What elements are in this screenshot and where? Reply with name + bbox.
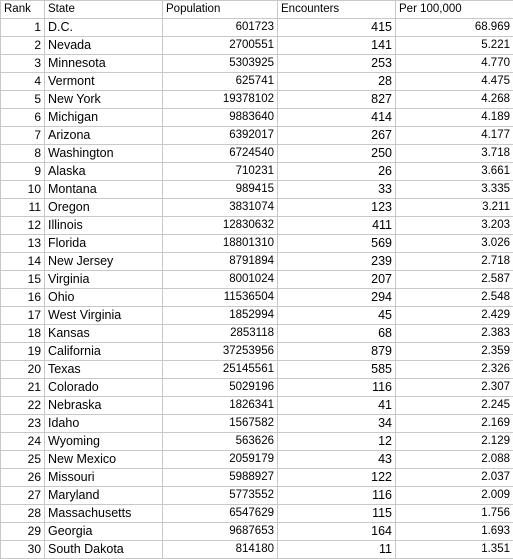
cell-per-100000[interactable]: 2.359 [396,343,513,361]
table-row [1,541,513,559]
table-row [1,109,513,127]
cell-state[interactable]: Colorado [45,379,163,397]
header-rank[interactable]: Rank [1,1,45,19]
cell-encounters[interactable]: 11 [278,541,396,559]
cell-rank[interactable]: 10 [1,181,45,199]
cell-per-100000[interactable]: 4.770 [396,55,513,73]
cell-encounters[interactable]: 116 [278,379,396,397]
table-row [1,235,513,253]
cell-population[interactable]: 8791894 [163,253,278,271]
cell-state[interactable]: Georgia [45,523,163,541]
table-row [1,217,513,235]
cell-state[interactable]: Kansas [45,325,163,343]
cell-per-100000[interactable]: 1.351 [396,541,513,559]
cell-encounters[interactable]: 28 [278,73,396,91]
cell-per-100000[interactable]: 2.037 [396,469,513,487]
table-row [1,289,513,307]
cell-per-100000[interactable]: 2.587 [396,271,513,289]
cell-encounters[interactable]: 294 [278,289,396,307]
cell-population[interactable]: 6547629 [163,505,278,523]
table-row [1,433,513,451]
cell-population[interactable]: 2853118 [163,325,278,343]
cell-rank[interactable]: 19 [1,343,45,361]
cell-population[interactable]: 37253956 [163,343,278,361]
cell-population[interactable]: 5773552 [163,487,278,505]
header-population[interactable]: Population [163,1,278,19]
cell-per-100000[interactable]: 2.718 [396,253,513,271]
cell-per-100000[interactable]: 3.718 [396,145,513,163]
cell-per-100000[interactable]: 2.169 [396,415,513,433]
cell-encounters[interactable]: 26 [278,163,396,181]
cell-per-100000[interactable]: 1.693 [396,523,513,541]
cell-per-100000[interactable]: 3.661 [396,163,513,181]
cell-state[interactable]: Michigan [45,109,163,127]
cell-state[interactable]: Minnesota [45,55,163,73]
table-row [1,271,513,289]
cell-rank[interactable]: 30 [1,541,45,559]
table-row [1,19,513,37]
table-row [1,73,513,91]
cell-rank[interactable]: 7 [1,127,45,145]
cell-population[interactable]: 6724540 [163,145,278,163]
cell-per-100000[interactable]: 68.969 [396,19,513,37]
table-row [1,253,513,271]
table-row [1,397,513,415]
cell-population[interactable]: 12830632 [163,217,278,235]
cell-population[interactable]: 19378102 [163,91,278,109]
cell-population[interactable]: 2700551 [163,37,278,55]
cell-per-100000[interactable]: 2.326 [396,361,513,379]
cell-state[interactable]: Alaska [45,163,163,181]
cell-state[interactable]: Nevada [45,37,163,55]
table-row [1,145,513,163]
cell-rank[interactable]: 22 [1,397,45,415]
cell-state[interactable]: Nebraska [45,397,163,415]
cell-rank[interactable]: 14 [1,253,45,271]
cell-per-100000[interactable]: 4.189 [396,109,513,127]
cell-encounters[interactable]: 879 [278,343,396,361]
cell-per-100000[interactable]: 4.177 [396,127,513,145]
cell-per-100000[interactable]: 2.088 [396,451,513,469]
cell-encounters[interactable]: 116 [278,487,396,505]
table-row [1,325,513,343]
cell-per-100000[interactable]: 2.307 [396,379,513,397]
cell-rank[interactable]: 23 [1,415,45,433]
cell-rank[interactable]: 20 [1,361,45,379]
cell-rank[interactable]: 5 [1,91,45,109]
cell-population[interactable]: 1852994 [163,307,278,325]
header-per-100000[interactable]: Per 100,000 [396,1,513,19]
cell-rank[interactable]: 21 [1,379,45,397]
cell-rank[interactable]: 1 [1,19,45,37]
cell-state[interactable]: Arizona [45,127,163,145]
table-row [1,91,513,109]
cell-per-100000[interactable]: 3.211 [396,199,513,217]
cell-encounters[interactable]: 122 [278,469,396,487]
cell-encounters[interactable]: 43 [278,451,396,469]
cell-rank[interactable]: 3 [1,55,45,73]
cell-rank[interactable]: 26 [1,469,45,487]
table-row [1,361,513,379]
cell-state[interactable]: Ohio [45,289,163,307]
cell-population[interactable]: 989415 [163,181,278,199]
cell-state[interactable]: Maryland [45,487,163,505]
cell-state[interactable]: Vermont [45,73,163,91]
cell-population[interactable]: 8001024 [163,271,278,289]
cell-encounters[interactable]: 41 [278,397,396,415]
cell-state[interactable]: Illinois [45,217,163,235]
cell-rank[interactable]: 16 [1,289,45,307]
cell-encounters[interactable]: 115 [278,505,396,523]
cell-state[interactable]: Texas [45,361,163,379]
cell-per-100000[interactable]: 2.009 [396,487,513,505]
cell-encounters[interactable]: 164 [278,523,396,541]
cell-encounters[interactable]: 250 [278,145,396,163]
cell-per-100000[interactable]: 2.429 [396,307,513,325]
cell-rank[interactable]: 13 [1,235,45,253]
cell-encounters[interactable]: 585 [278,361,396,379]
table-row [1,199,513,217]
cell-state[interactable]: Oregon [45,199,163,217]
cell-encounters[interactable]: 45 [278,307,396,325]
cell-rank[interactable]: 11 [1,199,45,217]
cell-state[interactable]: Missouri [45,469,163,487]
cell-state[interactable]: Montana [45,181,163,199]
cell-per-100000[interactable]: 2.548 [396,289,513,307]
cell-population[interactable]: 5988927 [163,469,278,487]
cell-population[interactable]: 2059179 [163,451,278,469]
cell-per-100000[interactable]: 2.383 [396,325,513,343]
cell-encounters[interactable]: 827 [278,91,396,109]
cell-per-100000[interactable]: 1.756 [396,505,513,523]
table-row [1,487,513,505]
table-row [1,379,513,397]
cell-population[interactable]: 1826341 [163,397,278,415]
cell-population[interactable]: 5303925 [163,55,278,73]
cell-population[interactable]: 18801310 [163,235,278,253]
cell-rank[interactable]: 28 [1,505,45,523]
cell-population[interactable]: 11536504 [163,289,278,307]
cell-population[interactable]: 9687653 [163,523,278,541]
cell-state[interactable]: New York [45,91,163,109]
table-row [1,181,513,199]
cell-encounters[interactable]: 253 [278,55,396,73]
cell-encounters[interactable]: 141 [278,37,396,55]
cell-population[interactable]: 814180 [163,541,278,559]
cell-encounters[interactable]: 68 [278,325,396,343]
cell-rank[interactable]: 24 [1,433,45,451]
table-row [1,523,513,541]
cell-encounters[interactable]: 34 [278,415,396,433]
cell-rank[interactable]: 27 [1,487,45,505]
cell-state[interactable]: Washington [45,145,163,163]
cell-population[interactable]: 1567582 [163,415,278,433]
cell-encounters[interactable]: 569 [278,235,396,253]
cell-population[interactable]: 3831074 [163,199,278,217]
cell-state[interactable]: New Jersey [45,253,163,271]
cell-state[interactable]: California [45,343,163,361]
header-state[interactable]: State [45,1,163,19]
cell-encounters[interactable]: 33 [278,181,396,199]
cell-population[interactable]: 5029196 [163,379,278,397]
cell-rank[interactable]: 12 [1,217,45,235]
cell-encounters[interactable]: 415 [278,19,396,37]
header-row [1,1,513,19]
cell-encounters[interactable]: 414 [278,109,396,127]
cell-per-100000[interactable]: 3.203 [396,217,513,235]
cell-encounters[interactable]: 267 [278,127,396,145]
cell-rank[interactable]: 25 [1,451,45,469]
table-row [1,415,513,433]
cell-state[interactable]: Massachusetts [45,505,163,523]
cell-rank[interactable]: 4 [1,73,45,91]
cell-population[interactable]: 25145561 [163,361,278,379]
table-row [1,127,513,145]
cell-encounters[interactable]: 123 [278,199,396,217]
cell-per-100000[interactable]: 5.221 [396,37,513,55]
table-row [1,163,513,181]
cell-encounters[interactable]: 411 [278,217,396,235]
cell-population[interactable]: 9883640 [163,109,278,127]
cell-encounters[interactable]: 207 [278,271,396,289]
cell-population[interactable]: 710231 [163,163,278,181]
cell-rank[interactable]: 17 [1,307,45,325]
table-row [1,451,513,469]
cell-encounters[interactable]: 239 [278,253,396,271]
table-row [1,37,513,55]
cell-rank[interactable]: 2 [1,37,45,55]
header-encounters[interactable]: Encounters [278,1,396,19]
cell-population[interactable]: 625741 [163,73,278,91]
table-row [1,55,513,73]
cell-per-100000[interactable]: 2.129 [396,433,513,451]
table-row [1,469,513,487]
cell-population[interactable]: 6392017 [163,127,278,145]
cell-state[interactable]: New Mexico [45,451,163,469]
cell-state[interactable]: Wyoming [45,433,163,451]
table-row [1,505,513,523]
cell-per-100000[interactable]: 3.335 [396,181,513,199]
cell-state[interactable]: Virginia [45,271,163,289]
cell-population[interactable]: 601723 [163,19,278,37]
cell-state[interactable]: D.C. [45,19,163,37]
cell-rank[interactable]: 9 [1,163,45,181]
cell-per-100000[interactable]: 2.245 [396,397,513,415]
cell-per-100000[interactable]: 4.475 [396,73,513,91]
cell-state[interactable]: West Virginia [45,307,163,325]
cell-per-100000[interactable]: 4.268 [396,91,513,109]
cell-per-100000[interactable]: 3.026 [396,235,513,253]
table-row [1,343,513,361]
cell-state[interactable]: South Dakota [45,541,163,559]
cell-rank[interactable]: 15 [1,271,45,289]
cell-rank[interactable]: 6 [1,109,45,127]
table-body [1,19,513,559]
cell-rank[interactable]: 18 [1,325,45,343]
cell-state[interactable]: Idaho [45,415,163,433]
table-row [1,307,513,325]
cell-encounters[interactable]: 12 [278,433,396,451]
cell-rank[interactable]: 29 [1,523,45,541]
cell-state[interactable]: Florida [45,235,163,253]
cell-rank[interactable]: 8 [1,145,45,163]
cell-population[interactable]: 563626 [163,433,278,451]
